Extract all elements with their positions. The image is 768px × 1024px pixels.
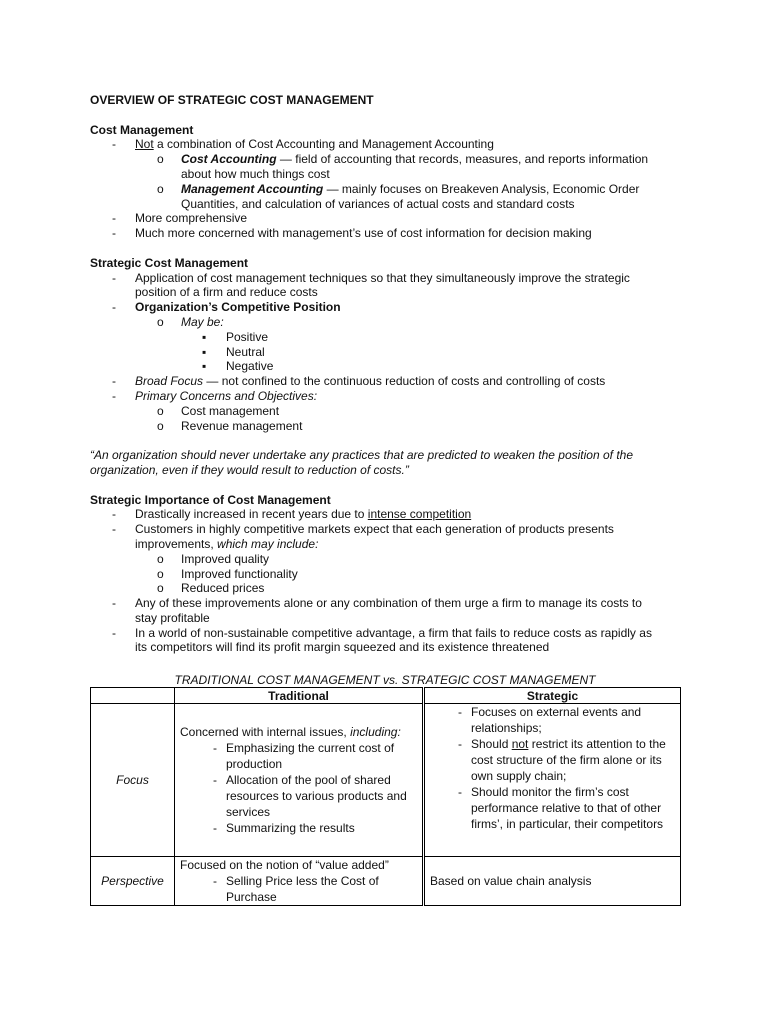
list-item: o Reduced prices xyxy=(157,581,265,596)
row-label-focus: Focus xyxy=(91,704,175,857)
list-item: - Any of these improvements alone or any combination of them urge a firm to manage its costs to xyxy=(112,596,642,611)
list-item: o May be: xyxy=(157,314,224,329)
header-traditional: Traditional xyxy=(175,688,424,704)
list-item: - Should monitor the firm’s cost performance relative to that of other firms’, in particular, their competitors xyxy=(458,785,664,831)
list-item: - Drastically increased in recent years due to intense competition xyxy=(112,507,472,522)
header-blank xyxy=(91,688,175,704)
list-item: o Cost management xyxy=(157,403,280,418)
focus-strategic-cell xyxy=(424,704,681,857)
perspective-strategic-cell: Based on value chain analysis xyxy=(424,857,681,906)
list-item: - Much more concerned with management’s use of cost information for decision making xyxy=(112,226,592,241)
list-item: ▪ Positive xyxy=(202,329,269,344)
list-item: - Organization’s Competitive Position xyxy=(112,300,341,315)
comparison-table xyxy=(90,687,681,906)
list-item: - Not a combination of Cost Accounting and Management Accounting xyxy=(112,137,494,152)
list-item: - Allocation of the pool of shared resources to various products and services xyxy=(213,773,407,819)
section-heading-cost-management: Cost Management xyxy=(90,122,194,137)
document-body: OVERVIEW OF STRATEGIC COST MANAGEMENT Cost Management - Not a combination of Cost Accounting and Management Accounting o Cost Accounting — field of accounting that records, measures, and reports information about how much things cost o Management Accounting — mainly focuses on Breakeven Analysis, Economic Order Quantities, and calculation of variances of actual costs and standard costs - More comprehensive - Much more concerned with management’s use of cost information for decision making Strategic Cost Management - Application of cost management techniques so that they simultaneously improve the strategic position of a firm and reduce costs - Organization’s Competitive Position o May be: ▪ Positive ▪ Neutral ▪ Negative - Broad Focus — not confined to the continuous reduction of costs and controlling of costs - Primary Concerns and Objectives: o Cost management o Revenue management “An organization should never undertake any practices that are predicted to weaken the position of the organization, even if they would result to reduction of costs.” Strategic Importance of Cost Management - Drastically increased in recent years due to intense competition - Customers in highly competitive markets expect that each generation of products presents improvements, which may include: o Improved quality o Improved functionality o Reduced prices - Any of these improvements alone or any combination of them urge a firm to manage its costs to stay profitable - In a world of non-sustainable competitive advantage, a firm that fails to reduce costs as rapidly as its competitors will find its profit margin squeezed and its existence threatened xyxy=(90,93,680,655)
list-item: - In a world of non-sustainable competitive advantage, a firm that fails to reduce costs as rapidly as xyxy=(112,625,652,640)
list-item: ▪ Negative xyxy=(202,359,274,374)
list-item: - Focuses on external events and relationships; xyxy=(458,705,642,735)
list-item: o Cost Accounting — field of accounting that records, measures, and reports information xyxy=(157,152,649,167)
table-caption: TRADITIONAL COST MANAGEMENT vs. STRATEGIC COST MANAGEMENT xyxy=(174,673,596,687)
section-heading-strategic-importance: Strategic Importance of Cost Management xyxy=(90,492,331,507)
section-heading-strategic-cost-management: Strategic Cost Management xyxy=(90,255,249,270)
list-item: o Management Accounting — mainly focuses on Breakeven Analysis, Economic Order xyxy=(157,181,640,196)
list-item: - Customers in highly competitive markets expect that each generation of products presents xyxy=(112,522,614,537)
list-item: o Revenue management xyxy=(157,418,303,433)
list-item: - Should not restrict its attention to the cost structure of the firm alone or its own supply chain; xyxy=(458,737,666,783)
list-item: - Application of cost management techniques so that they simultaneously improve the strategic xyxy=(112,270,630,285)
focus-traditional-list xyxy=(180,740,420,836)
row-label-perspective: Perspective xyxy=(91,857,175,906)
page-title: OVERVIEW OF STRATEGIC COST MANAGEMENT xyxy=(90,93,374,107)
perspective-traditional-cell: Focused on the notion of “value added” - Selling Price less the Cost of Purchase xyxy=(175,857,424,906)
list-item: - More comprehensive xyxy=(112,211,248,226)
list-item: - Summarizing the results xyxy=(213,821,355,835)
table-row xyxy=(91,857,681,906)
list-item: o Improved quality xyxy=(157,551,270,566)
focus-traditional-cell: Concerned with internal issues, including: - Emphasizing the current cost of production - Allocation of the pool of shared resources to various products and services - Summarizing the results xyxy=(175,704,424,857)
list-item: - Selling Price less the Cost of Purchase xyxy=(213,874,379,904)
table-header-row xyxy=(91,688,681,704)
list-item: - Emphasizing the current cost of production xyxy=(213,741,395,771)
list-item: - Primary Concerns and Objectives: xyxy=(112,388,318,403)
list-item: ▪ Neutral xyxy=(202,344,265,359)
table-row xyxy=(91,704,681,857)
list-item: - Broad Focus — not confined to the continuous reduction of costs and controlling of costs xyxy=(112,374,606,389)
list-item: o Improved functionality xyxy=(157,566,298,581)
focus-strategic-list xyxy=(449,704,674,832)
header-strategic: Strategic xyxy=(424,688,681,704)
quote-block: “An organization should never undertake any practices that are predicted to weaken the position of the organization, even if they would result to reduction of costs.” xyxy=(90,448,634,477)
